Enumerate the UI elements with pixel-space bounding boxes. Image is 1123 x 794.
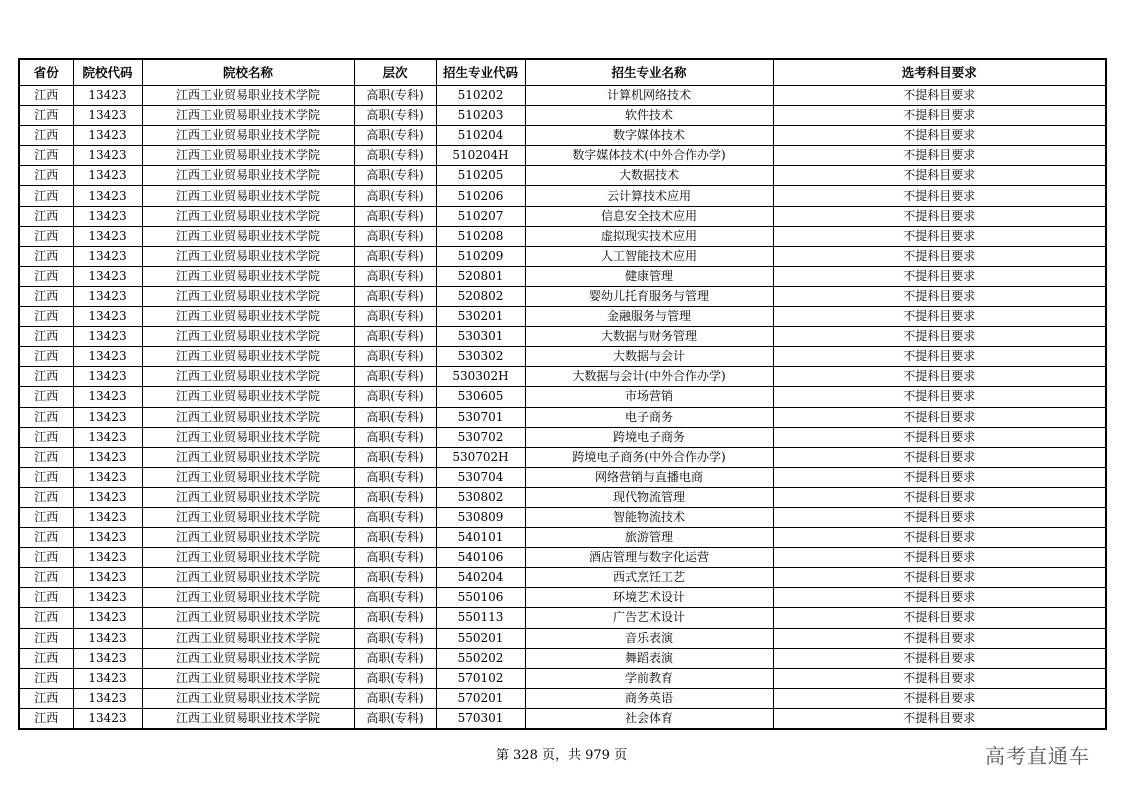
cell-level: 高职(专科) [354,327,436,347]
cell-school-code: 13423 [73,648,142,668]
cell-school-code: 13423 [73,588,142,608]
cell-subject-requirement: 不提科目要求 [773,307,1106,327]
cell-subject-requirement: 不提科目要求 [773,668,1106,688]
cell-school-code: 13423 [73,487,142,507]
cell-level: 高职(专科) [354,246,436,266]
cell-major-code: 550106 [436,588,525,608]
table-row [19,688,1106,708]
cell-subject-requirement: 不提科目要求 [773,588,1106,608]
cell-major-code: 520801 [436,266,525,286]
cell-school-name: 江西工业贸易职业技术学院 [142,588,354,608]
cell-school-code: 13423 [73,608,142,628]
table-row [19,186,1106,206]
cell-province: 江西 [19,387,73,407]
cell-province: 江西 [19,126,73,146]
cell-level: 高职(专科) [354,387,436,407]
cell-major-name: 现代物流管理 [525,487,773,507]
cell-major-code: 530605 [436,387,525,407]
cell-level: 高职(专科) [354,447,436,467]
cell-province: 江西 [19,427,73,447]
table-row [19,266,1106,286]
cell-major-name: 健康管理 [525,266,773,286]
cell-level: 高职(专科) [354,347,436,367]
cell-major-code: 540106 [436,548,525,568]
cell-province: 江西 [19,327,73,347]
cell-major-code: 530702 [436,427,525,447]
watermark: 高考直通车 [985,744,1090,768]
cell-major-name: 网络营销与直播电商 [525,467,773,487]
table-row [19,246,1106,266]
cell-school-name: 江西工业贸易职业技术学院 [142,568,354,588]
cell-level: 高职(专科) [354,467,436,487]
page-footer [0,744,1123,763]
cell-subject-requirement: 不提科目要求 [773,447,1106,467]
cell-school-code: 13423 [73,226,142,246]
cell-school-code: 13423 [73,548,142,568]
cell-province: 江西 [19,146,73,166]
cell-school-name: 江西工业贸易职业技术学院 [142,126,354,146]
cell-level: 高职(专科) [354,367,436,387]
cell-major-code: 530702H [436,447,525,467]
cell-school-name: 江西工业贸易职业技术学院 [142,266,354,286]
cell-school-name: 江西工业贸易职业技术学院 [142,407,354,427]
cell-school-code: 13423 [73,246,142,266]
cell-major-name: 大数据与会计(中外合作办学) [525,367,773,387]
cell-subject-requirement: 不提科目要求 [773,86,1106,106]
cell-province: 江西 [19,246,73,266]
cell-school-code: 13423 [73,427,142,447]
cell-subject-requirement: 不提科目要求 [773,286,1106,306]
cell-school-code: 13423 [73,367,142,387]
cell-province: 江西 [19,226,73,246]
cell-province: 江西 [19,548,73,568]
cell-province: 江西 [19,407,73,427]
cell-major-name: 环境艺术设计 [525,588,773,608]
cell-major-code: 510203 [436,106,525,126]
header-level: 层次 [354,59,436,86]
cell-major-name: 大数据技术 [525,166,773,186]
cell-major-code: 570102 [436,668,525,688]
cell-level: 高职(专科) [354,568,436,588]
cell-province: 江西 [19,266,73,286]
cell-province: 江西 [19,447,73,467]
cell-level: 高职(专科) [354,708,436,729]
cell-level: 高职(专科) [354,106,436,126]
cell-subject-requirement: 不提科目要求 [773,166,1106,186]
cell-major-code: 510208 [436,226,525,246]
cell-school-name: 江西工业贸易职业技术学院 [142,708,354,729]
cell-major-code: 510205 [436,166,525,186]
cell-school-name: 江西工业贸易职业技术学院 [142,528,354,548]
cell-province: 江西 [19,628,73,648]
cell-province: 江西 [19,528,73,548]
footer-prefix: 第 [495,748,514,763]
cell-school-name: 江西工业贸易职业技术学院 [142,467,354,487]
cell-subject-requirement: 不提科目要求 [773,327,1106,347]
table-header-row [19,59,1106,86]
cell-school-name: 江西工业贸易职业技术学院 [142,86,354,106]
cell-school-code: 13423 [73,407,142,427]
cell-school-name: 江西工业贸易职业技术学院 [142,166,354,186]
cell-major-code: 530302 [436,347,525,367]
cell-subject-requirement: 不提科目要求 [773,708,1106,729]
cell-province: 江西 [19,688,73,708]
table-row [19,347,1106,367]
cell-major-name: 大数据与会计 [525,347,773,367]
cell-subject-requirement: 不提科目要求 [773,186,1106,206]
cell-major-code: 540101 [436,528,525,548]
cell-major-name: 数字媒体技术 [525,126,773,146]
table-row [19,126,1106,146]
cell-level: 高职(专科) [354,146,436,166]
cell-subject-requirement: 不提科目要求 [773,487,1106,507]
cell-subject-requirement: 不提科目要求 [773,427,1106,447]
cell-subject-requirement: 不提科目要求 [773,628,1106,648]
cell-subject-requirement: 不提科目要求 [773,548,1106,568]
cell-subject-requirement: 不提科目要求 [773,226,1106,246]
cell-province: 江西 [19,347,73,367]
cell-subject-requirement: 不提科目要求 [773,347,1106,367]
cell-subject-requirement: 不提科目要求 [773,407,1106,427]
cell-subject-requirement: 不提科目要求 [773,387,1106,407]
cell-school-name: 江西工业贸易职业技术学院 [142,487,354,507]
cell-subject-requirement: 不提科目要求 [773,126,1106,146]
table-row [19,106,1106,126]
cell-school-name: 江西工业贸易职业技术学院 [142,648,354,668]
cell-subject-requirement: 不提科目要求 [773,146,1106,166]
cell-major-code: 550202 [436,648,525,668]
cell-major-name: 舞蹈表演 [525,648,773,668]
cell-level: 高职(专科) [354,86,436,106]
cell-school-code: 13423 [73,708,142,729]
table-row [19,86,1106,106]
cell-level: 高职(专科) [354,286,436,306]
header-major-code: 招生专业代码 [436,59,525,86]
cell-major-name: 婴幼儿托育服务与管理 [525,286,773,306]
cell-level: 高职(专科) [354,166,436,186]
cell-province: 江西 [19,467,73,487]
cell-province: 江西 [19,507,73,527]
cell-major-code: 550113 [436,608,525,628]
admission-table [18,58,1107,730]
table-row [19,447,1106,467]
cell-level: 高职(专科) [354,226,436,246]
cell-major-code: 530704 [436,467,525,487]
cell-major-name: 人工智能技术应用 [525,246,773,266]
cell-major-code: 530701 [436,407,525,427]
cell-level: 高职(专科) [354,608,436,628]
cell-school-code: 13423 [73,327,142,347]
cell-school-code: 13423 [73,266,142,286]
cell-school-code: 13423 [73,86,142,106]
cell-school-name: 江西工业贸易职业技术学院 [142,186,354,206]
cell-major-name: 广告艺术设计 [525,608,773,628]
cell-level: 高职(专科) [354,668,436,688]
table-row [19,548,1106,568]
cell-major-name: 数字媒体技术(中外合作办学) [525,146,773,166]
table-row [19,708,1106,729]
cell-subject-requirement: 不提科目要求 [773,608,1106,628]
cell-major-name: 计算机网络技术 [525,86,773,106]
header-school-name: 院校名称 [142,59,354,86]
cell-level: 高职(专科) [354,186,436,206]
table-row [19,286,1106,306]
footer-suffix: 页 [609,748,628,763]
cell-school-code: 13423 [73,186,142,206]
footer-page-number: 328 [513,748,538,763]
table-row [19,588,1106,608]
header-province: 省份 [19,59,73,86]
cell-major-name: 旅游管理 [525,528,773,548]
cell-school-code: 13423 [73,668,142,688]
cell-major-name: 音乐表演 [525,628,773,648]
table-row [19,367,1106,387]
cell-major-code: 550201 [436,628,525,648]
cell-subject-requirement: 不提科目要求 [773,688,1106,708]
cell-school-code: 13423 [73,307,142,327]
table-row [19,307,1106,327]
cell-major-name: 学前教育 [525,668,773,688]
cell-major-code: 530802 [436,487,525,507]
cell-level: 高职(专科) [354,588,436,608]
table-row [19,467,1106,487]
table-row [19,648,1106,668]
cell-school-name: 江西工业贸易职业技术学院 [142,628,354,648]
cell-major-name: 云计算技术应用 [525,186,773,206]
cell-major-name: 虚拟现实技术应用 [525,226,773,246]
cell-level: 高职(专科) [354,427,436,447]
table-row [19,226,1106,246]
cell-school-code: 13423 [73,286,142,306]
cell-school-code: 13423 [73,688,142,708]
cell-major-code: 510209 [436,246,525,266]
cell-level: 高职(专科) [354,648,436,668]
cell-major-code: 540204 [436,568,525,588]
cell-school-code: 13423 [73,568,142,588]
header-subject-requirement: 选考科目要求 [773,59,1106,86]
cell-major-code: 510204H [436,146,525,166]
cell-school-name: 江西工业贸易职业技术学院 [142,327,354,347]
header-major-name: 招生专业名称 [525,59,773,86]
cell-province: 江西 [19,708,73,729]
cell-major-code: 530301 [436,327,525,347]
cell-subject-requirement: 不提科目要求 [773,568,1106,588]
cell-level: 高职(专科) [354,528,436,548]
cell-subject-requirement: 不提科目要求 [773,367,1106,387]
cell-subject-requirement: 不提科目要求 [773,266,1106,286]
cell-province: 江西 [19,487,73,507]
cell-major-name: 信息安全技术应用 [525,206,773,226]
cell-level: 高职(专科) [354,206,436,226]
table-row [19,387,1106,407]
cell-major-name: 西式烹饪工艺 [525,568,773,588]
cell-subject-requirement: 不提科目要求 [773,106,1106,126]
cell-level: 高职(专科) [354,266,436,286]
cell-school-name: 江西工业贸易职业技术学院 [142,688,354,708]
cell-level: 高职(专科) [354,307,436,327]
cell-major-code: 510204 [436,126,525,146]
cell-school-name: 江西工业贸易职业技术学院 [142,286,354,306]
cell-major-name: 跨境电子商务(中外合作办学) [525,447,773,467]
cell-major-code: 530201 [436,307,525,327]
cell-province: 江西 [19,668,73,688]
cell-subject-requirement: 不提科目要求 [773,246,1106,266]
cell-major-name: 跨境电子商务 [525,427,773,447]
cell-major-code: 570301 [436,708,525,729]
cell-major-name: 金融服务与管理 [525,307,773,327]
table-row [19,206,1106,226]
cell-school-code: 13423 [73,106,142,126]
cell-province: 江西 [19,86,73,106]
cell-major-name: 酒店管理与数字化运营 [525,548,773,568]
cell-province: 江西 [19,186,73,206]
cell-school-code: 13423 [73,166,142,186]
cell-school-name: 江西工业贸易职业技术学院 [142,206,354,226]
cell-school-name: 江西工业贸易职业技术学院 [142,246,354,266]
cell-school-code: 13423 [73,126,142,146]
cell-province: 江西 [19,286,73,306]
cell-school-name: 江西工业贸易职业技术学院 [142,507,354,527]
table-row [19,668,1106,688]
table-row [19,427,1106,447]
cell-major-name: 社会体育 [525,708,773,729]
cell-school-name: 江西工业贸易职业技术学院 [142,427,354,447]
cell-level: 高职(专科) [354,688,436,708]
cell-province: 江西 [19,367,73,387]
cell-school-code: 13423 [73,387,142,407]
cell-school-name: 江西工业贸易职业技术学院 [142,146,354,166]
cell-school-name: 江西工业贸易职业技术学院 [142,387,354,407]
cell-province: 江西 [19,206,73,226]
cell-province: 江西 [19,307,73,327]
cell-school-name: 江西工业贸易职业技术学院 [142,347,354,367]
table-row [19,327,1106,347]
cell-major-name: 大数据与财务管理 [525,327,773,347]
cell-school-code: 13423 [73,447,142,467]
table-row [19,407,1106,427]
cell-major-code: 510207 [436,206,525,226]
table-row [19,568,1106,588]
cell-major-code: 510206 [436,186,525,206]
cell-school-name: 江西工业贸易职业技术学院 [142,447,354,467]
cell-major-name: 软件技术 [525,106,773,126]
cell-school-name: 江西工业贸易职业技术学院 [142,106,354,126]
cell-province: 江西 [19,568,73,588]
cell-province: 江西 [19,648,73,668]
cell-province: 江西 [19,106,73,126]
cell-level: 高职(专科) [354,126,436,146]
cell-school-name: 江西工业贸易职业技术学院 [142,226,354,246]
cell-subject-requirement: 不提科目要求 [773,528,1106,548]
cell-school-code: 13423 [73,528,142,548]
cell-level: 高职(专科) [354,407,436,427]
cell-major-name: 智能物流技术 [525,507,773,527]
cell-level: 高职(专科) [354,507,436,527]
cell-level: 高职(专科) [354,628,436,648]
cell-major-code: 510202 [436,86,525,106]
table-row [19,528,1106,548]
cell-province: 江西 [19,608,73,628]
cell-school-name: 江西工业贸易职业技术学院 [142,367,354,387]
cell-school-code: 13423 [73,628,142,648]
cell-school-name: 江西工业贸易职业技术学院 [142,608,354,628]
cell-school-code: 13423 [73,507,142,527]
cell-province: 江西 [19,166,73,186]
cell-school-name: 江西工业贸易职业技术学院 [142,307,354,327]
cell-province: 江西 [19,588,73,608]
table-row [19,628,1106,648]
cell-level: 高职(专科) [354,548,436,568]
cell-major-code: 530809 [436,507,525,527]
cell-school-code: 13423 [73,146,142,166]
header-school-code: 院校代码 [73,59,142,86]
cell-level: 高职(专科) [354,487,436,507]
cell-school-name: 江西工业贸易职业技术学院 [142,548,354,568]
cell-school-code: 13423 [73,347,142,367]
cell-major-name: 电子商务 [525,407,773,427]
footer-middle: 页，共 [537,748,586,763]
cell-subject-requirement: 不提科目要求 [773,507,1106,527]
footer-total-pages: 979 [585,748,610,763]
table-row [19,608,1106,628]
cell-major-code: 570201 [436,688,525,708]
cell-subject-requirement: 不提科目要求 [773,206,1106,226]
cell-subject-requirement: 不提科目要求 [773,467,1106,487]
cell-major-code: 520802 [436,286,525,306]
table-row [19,487,1106,507]
table-row [19,146,1106,166]
cell-major-name: 市场营销 [525,387,773,407]
cell-school-name: 江西工业贸易职业技术学院 [142,668,354,688]
cell-major-code: 530302H [436,367,525,387]
cell-subject-requirement: 不提科目要求 [773,648,1106,668]
cell-school-code: 13423 [73,206,142,226]
table-row [19,507,1106,527]
cell-major-name: 商务英语 [525,688,773,708]
cell-school-code: 13423 [73,467,142,487]
table-row [19,166,1106,186]
